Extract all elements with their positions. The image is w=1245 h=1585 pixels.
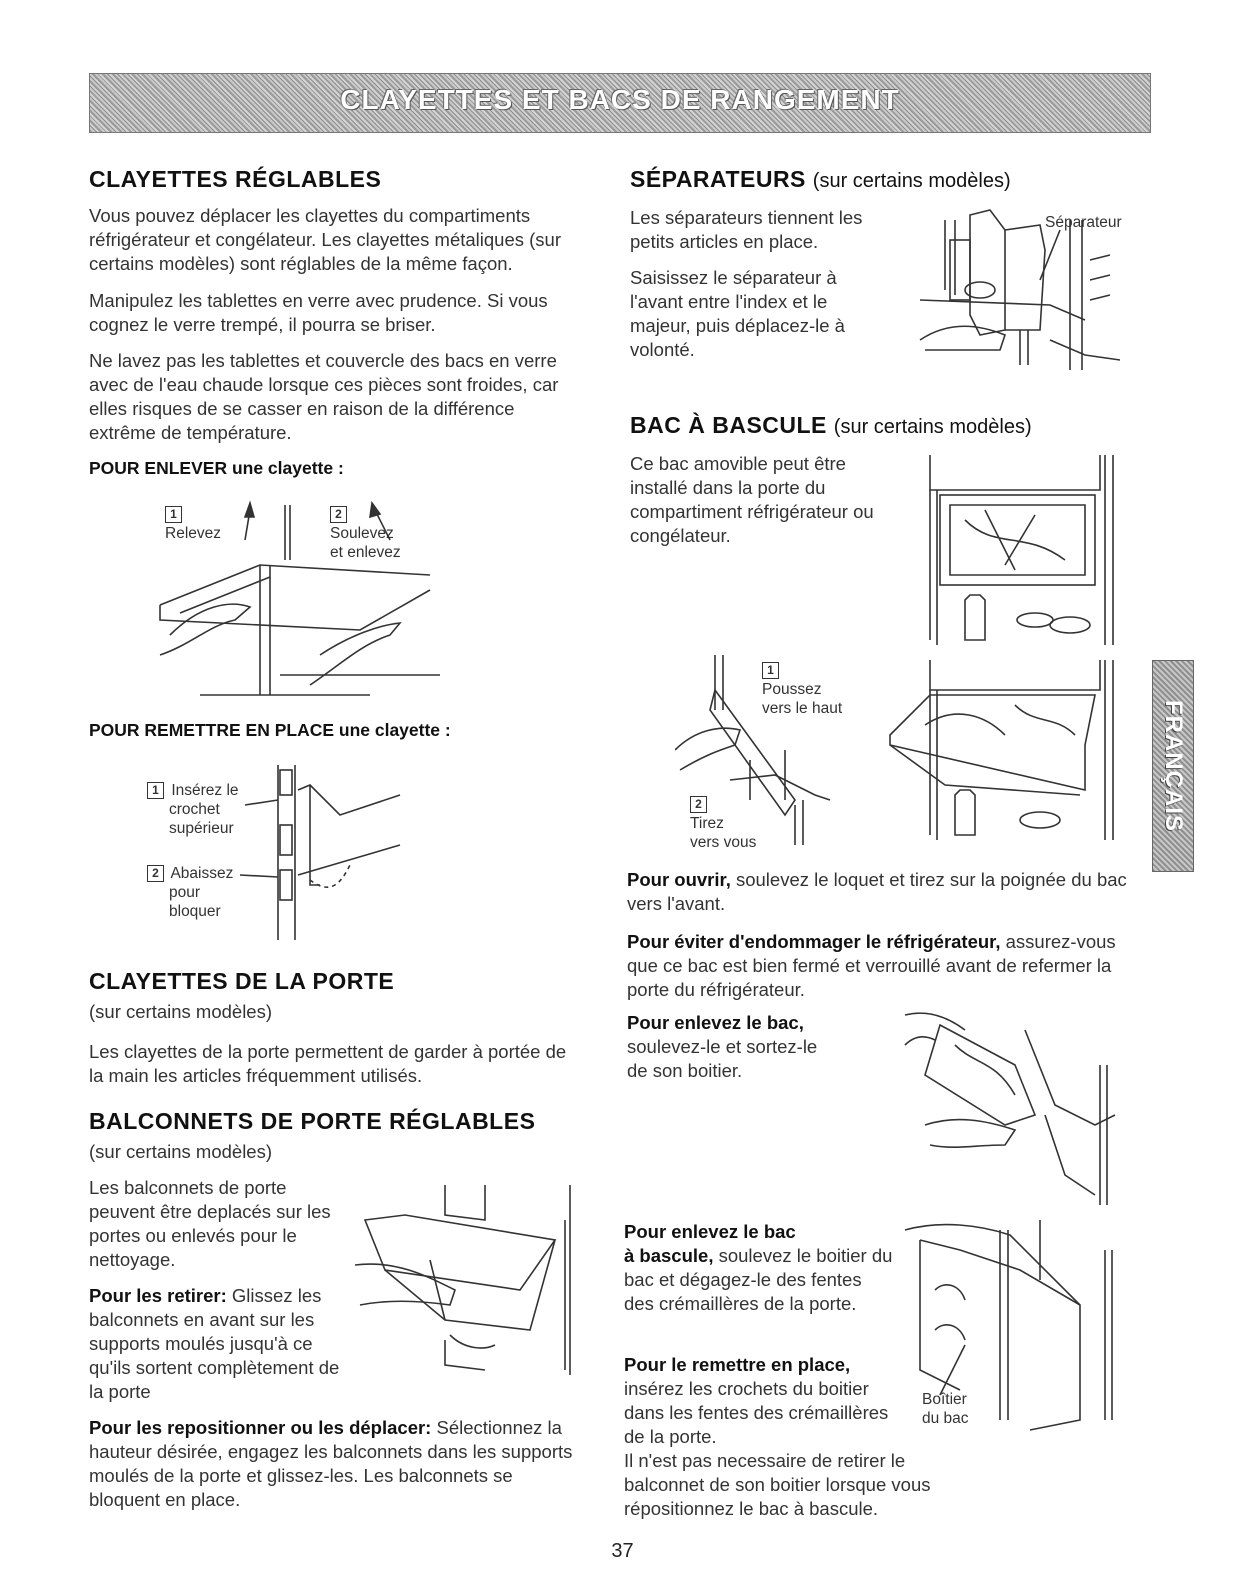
- bascule-replace-bold: Pour le remettre en place,: [624, 1354, 851, 1375]
- bascule-title: BAC À BASCULE: [630, 412, 827, 438]
- porte-sub: (sur certains modèles): [89, 1001, 273, 1022]
- reglables-p1: Vous pouvez déplacer les clayettes du compartiments réfrigérateur et congélateur. Les clayettes métaliques (sur certains modèles) sont réglables de la même façon.: [89, 205, 561, 274]
- replace-step2-c: bloquer: [169, 903, 221, 920]
- bascule-remove: [627, 1011, 887, 1083]
- bascule-replace: [624, 1353, 894, 1449]
- bascule-note: Il n'est pas necessaire de retirer le balconnet de son boitier lorsque vous répositionnez le bac à bascule.: [624, 1450, 931, 1519]
- bascule-remove-b: de son boitier.: [627, 1060, 743, 1081]
- balconnets-p3: [89, 1416, 584, 1512]
- heading-separateurs: [630, 166, 1011, 193]
- replace-shelf-heading: POUR REMETTRE EN PLACE une clayette :: [89, 720, 451, 740]
- replace-step2: [147, 864, 233, 921]
- bascule-remove-a: soulevez-le et sortez-le: [627, 1036, 818, 1057]
- balconnets-p1: Les balconnets de porte peuvent être deplacés sur les portes ou enlevés pour le nettoyage.: [89, 1177, 331, 1270]
- latch-step1: [762, 661, 842, 718]
- heading-bac-bascule: [630, 412, 1032, 439]
- remove-step2: [330, 505, 401, 562]
- porte-p1: Les clayettes de la porte permettent de garder à portée de la main les articles fréquemment utilisés.: [89, 1041, 567, 1086]
- replace-step1-number: 1: [147, 782, 164, 799]
- bascule-open-text: soulevez le loquet et tirez sur la poignée du bac vers l'avant.: [627, 869, 1127, 914]
- tilt-bin-open-illustration: [885, 655, 1125, 845]
- step1-number: 1: [165, 506, 182, 523]
- language-tab-label: FRANÇAIS: [1160, 700, 1187, 832]
- reglables-p2: Manipulez les tablettes en verre avec prudence. Si vous cognez le verre trempé, il pourra se briser.: [89, 290, 548, 335]
- bascule-open: [627, 868, 1142, 916]
- remove-step1: [165, 505, 221, 543]
- latch-step1-b: vers le haut: [762, 700, 843, 717]
- balconnets-p2: [89, 1284, 344, 1404]
- replace-step2-number: 2: [147, 865, 164, 882]
- separateurs-p1: Les séparateurs tiennent les petits articles en place.: [630, 207, 863, 252]
- bascule-remove2: [624, 1220, 894, 1316]
- reglables-p3: Ne lavez pas les tablettes et couvercle des bacs en verre avec de l'eau chaude lorsque ces pièces sont froides, car elles risques de se casser en raison de la différence extrême de température.: [89, 350, 559, 443]
- replace-step2-b: pour: [169, 884, 201, 901]
- heading-clayettes-porte: CLAYETTES DE LA PORTE: [89, 968, 395, 994]
- remove-shelf-heading: POUR ENLEVER une clayette :: [89, 458, 344, 478]
- bascule-remove-bold: Pour enlevez le bac,: [627, 1012, 804, 1033]
- balconnets-p3-text: Sélectionnez la hauteur désirée, engagez les balconnets dans les supports moulés de la porte et glissez-les. Les balconnets se bloquent en place.: [89, 1417, 573, 1510]
- replace-step1: [147, 781, 239, 838]
- replace-step1-a: Insérez le: [171, 782, 239, 799]
- banner-title: CLAYETTES ET BACS DE RANGEMENT: [340, 84, 900, 115]
- latch-step2: [690, 795, 756, 852]
- page-banner: [89, 73, 1151, 133]
- bascule-open-bold: Pour ouvrir,: [627, 869, 731, 890]
- latch-step1-number: 1: [762, 662, 779, 679]
- bascule-avoid: [627, 930, 1122, 1002]
- bascule-remove2-bold-b: à bascule,: [624, 1245, 714, 1266]
- step1-text: Relevez: [165, 525, 221, 542]
- separateurs-p2: Saisissez le séparateur à l'avant entre l'index et le majeur, puis déplacez-le à volonté.: [630, 267, 845, 360]
- housing-label-a: Boîtier: [922, 1391, 967, 1408]
- replace-step1-b: crochet: [169, 801, 220, 818]
- latch-step2-number: 2: [690, 796, 707, 813]
- bascule-remove2-bold-a: Pour enlevez le bac: [624, 1221, 796, 1242]
- latch-step2-b: vers vous: [690, 834, 757, 851]
- step2-text-b: et enlevez: [330, 544, 401, 561]
- replace-shelf-illustration: [240, 755, 410, 945]
- housing-label: [922, 1390, 969, 1428]
- step2-number: 2: [330, 506, 347, 523]
- door-bin-illustration: [355, 1180, 585, 1380]
- bascule-p1: Ce bac amovible peut être installé dans la porte du compartiment réfrigérateur ou congélateur.: [630, 453, 874, 546]
- language-tab: [1152, 660, 1194, 872]
- bascule-avoid-text: assurez-vous que ce bac est bien fermé et verrouillé avant de refermer la porte du réfrigérateur.: [627, 931, 1116, 1000]
- step2-text-a: Soulevez: [330, 525, 394, 542]
- heading-balconnets: BALCONNETS DE PORTE RÉGLABLES: [89, 1108, 536, 1134]
- heading-clayettes-reglables: CLAYETTES RÉGLABLES: [89, 166, 382, 192]
- page-number: 37: [611, 1540, 634, 1562]
- replace-step2-a: Abaissez: [170, 865, 234, 882]
- latch-step1-a: Poussez: [762, 681, 822, 698]
- balconnets-p2-bold: Pour les retirer:: [89, 1285, 227, 1306]
- separateurs-sub: (sur certains modèles): [812, 170, 1011, 192]
- bascule-replace-text: insérez les crochets du boitier dans les fentes des crémaillères de la porte.: [624, 1378, 889, 1447]
- remove-bin-illustration: [895, 1005, 1135, 1205]
- bascule-avoid-bold: Pour éviter d'endommager le réfrigérateur,: [627, 931, 1001, 952]
- balconnets-p2-text: Glissez les balconnets en avant sur les supports moulés jusqu'à ce qu'ils sortent complètement de la porte: [89, 1285, 340, 1402]
- bascule-remove2-text: soulevez le boitier du bac et dégagez-le des fentes des crémaillères de la porte.: [624, 1245, 893, 1314]
- tilt-bin-closed-illustration: [925, 450, 1125, 650]
- balconnets-p3-bold: Pour les repositionner ou les déplacer:: [89, 1417, 432, 1438]
- housing-label-b: du bac: [922, 1410, 969, 1427]
- latch-step2-a: Tirez: [690, 815, 724, 832]
- balconnets-sub: (sur certains modèles): [89, 1141, 273, 1162]
- separator-label: Séparateur: [1045, 214, 1122, 231]
- bascule-sub: (sur certains modèles): [833, 416, 1032, 438]
- replace-step1-c: supérieur: [169, 820, 234, 837]
- separateurs-title: SÉPARATEURS: [630, 166, 806, 192]
